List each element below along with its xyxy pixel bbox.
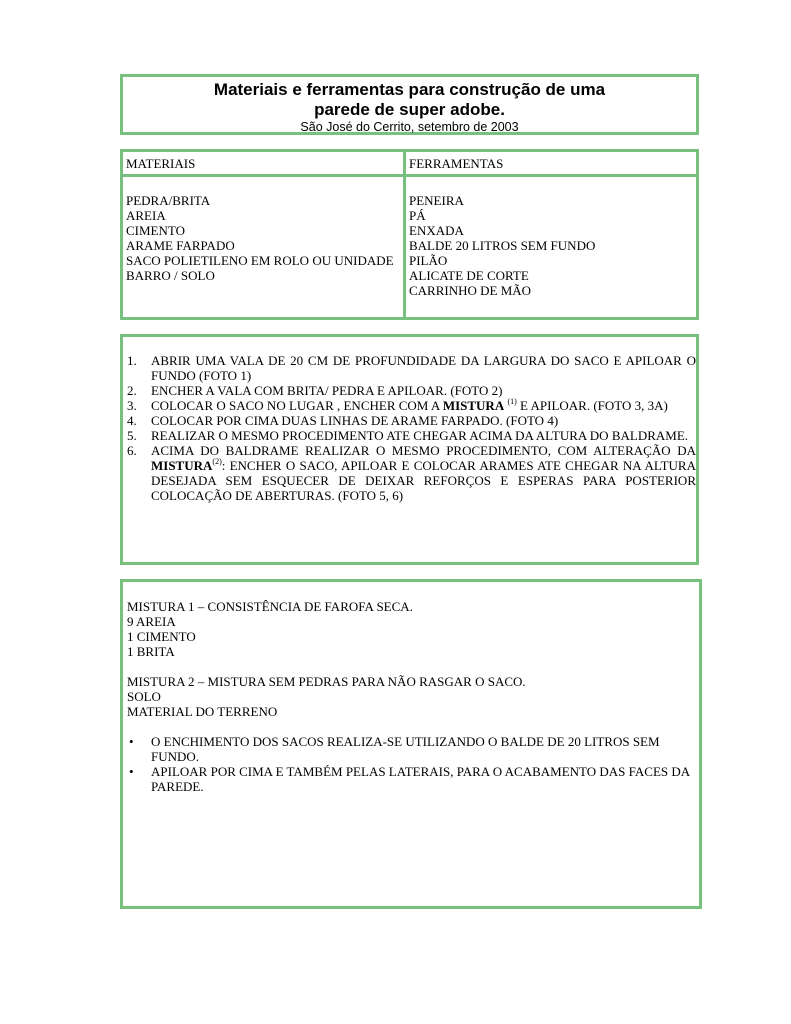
footnote-marker: (1) — [507, 397, 517, 406]
procedure-step — [127, 398, 696, 413]
footnote-marker: (2) — [212, 457, 222, 466]
procedure-step — [127, 383, 696, 398]
document-title-line-1: Materiais e ferramentas para construção de uma — [213, 80, 606, 99]
step-text: ENCHER A VALA COM BRITA/ PEDRA E APILOAR. (FOTO 2) — [151, 383, 503, 398]
document-subtitle: São José do Cerrito, setembro de 2003 — [300, 120, 519, 134]
procedure-box — [120, 334, 699, 565]
tools-list — [409, 193, 694, 298]
mixture-2-item: SOLO — [127, 689, 161, 704]
procedure-step — [127, 428, 696, 443]
material-item: ARAME FARPADO — [126, 238, 235, 253]
mixtures-content — [127, 599, 697, 794]
procedure-steps — [127, 353, 696, 503]
materials-list — [126, 193, 401, 283]
materials-header: MATERIAIS — [126, 156, 196, 171]
mixture-1-item: 1 CIMENTO — [127, 629, 196, 644]
note-item — [127, 734, 697, 764]
notes-list — [127, 734, 697, 794]
procedure-step — [127, 353, 696, 383]
materials-tools-table — [120, 149, 699, 320]
document-title-line-2: parede de super adobe. — [314, 100, 505, 119]
tool-item: BALDE 20 LITROS SEM FUNDO — [409, 238, 596, 253]
mixture-2-item: MATERIAL DO TERRENO — [127, 704, 278, 719]
mixture-1-title: MISTURA 1 – CONSISTÊNCIA DE FAROFA SECA. — [127, 599, 413, 614]
material-item: PEDRA/BRITA — [126, 193, 211, 208]
bullet-icon: • — [129, 734, 134, 749]
step-number: 4. — [127, 413, 137, 428]
bullet-icon: • — [129, 764, 134, 779]
step-number: 3. — [127, 398, 137, 413]
step-number: 5. — [127, 428, 137, 443]
tool-item: ENXADA — [409, 223, 464, 238]
procedure-step — [127, 413, 696, 428]
mixture-1-item: 9 AREIA — [127, 614, 176, 629]
note-item — [127, 764, 697, 794]
step-number: 2. — [127, 383, 137, 398]
step-text-start: COLOCAR O SACO NO LUGAR , ENCHER COM A — [151, 398, 443, 413]
mixture-reference: MISTURA — [151, 458, 213, 473]
step-number: 6. — [127, 443, 137, 458]
procedure-step — [127, 443, 696, 503]
step-text-start: ACIMA DO BALDRAME REALIZAR O MESMO PROCEDIMENTO, COM ALTERAÇÃO DA — [151, 443, 696, 458]
header-divider — [123, 174, 696, 177]
tool-item: PÁ — [409, 208, 426, 223]
mixture-2-title: MISTURA 2 – MISTURA SEM PEDRAS PARA NÃO RASGAR O SACO. — [127, 674, 526, 689]
step-text: REALIZAR O MESMO PROCEDIMENTO ATE CHEGAR ACIMA DA ALTURA DO BALDRAME. — [151, 428, 689, 443]
step-text: COLOCAR POR CIMA DUAS LINHAS DE ARAME FARPADO. (FOTO 4) — [151, 413, 559, 428]
tool-item: PILÃO — [409, 253, 448, 268]
material-item: CIMENTO — [126, 223, 185, 238]
note-text: APILOAR POR CIMA E TAMBÉM PELAS LATERAIS, PARA O ACABAMENTO DAS FACES DA PAREDE. — [151, 764, 690, 794]
mixture-reference: MISTURA — [442, 398, 505, 413]
column-divider — [403, 152, 406, 317]
tools-header: FERRAMENTAS — [409, 156, 504, 171]
step-text-end: E APILOAR. (FOTO 3, 3A) — [516, 398, 668, 413]
mixtures-box — [120, 579, 702, 909]
material-item: SACO POLIETILENO EM ROLO OU UNIDADE — [126, 253, 394, 268]
step-text-end: : ENCHER O SACO, APILOAR E COLOCAR ARAMES ATE CHEGAR NA ALTURA DESEJADA SEM ESQUECER DE DEIXAR REFORÇOS E ESPERAS PARA POSTERIOR COLOCAÇÃO DE ABERTURAS. (FOTO 5, 6) — [151, 458, 696, 503]
title-box — [120, 74, 699, 135]
mixture-1-item: 1 BRITA — [127, 644, 175, 659]
tool-item: ALICATE DE CORTE — [409, 268, 529, 283]
tool-item: PENEIRA — [409, 193, 464, 208]
note-text: O ENCHIMENTO DOS SACOS REALIZA-SE UTILIZANDO O BALDE DE 20 LITROS SEM FUNDO. — [151, 734, 660, 764]
tool-item: CARRINHO DE MÃO — [409, 283, 532, 298]
step-text: ABRIR UMA VALA DE 20 CM DE PROFUNDIDADE DA LARGURA DO SACO E APILOAR O FUNDO (FOTO 1) — [151, 353, 696, 383]
step-number: 1. — [127, 353, 137, 368]
material-item: AREIA — [126, 208, 166, 223]
material-item: BARRO / SOLO — [126, 268, 215, 283]
